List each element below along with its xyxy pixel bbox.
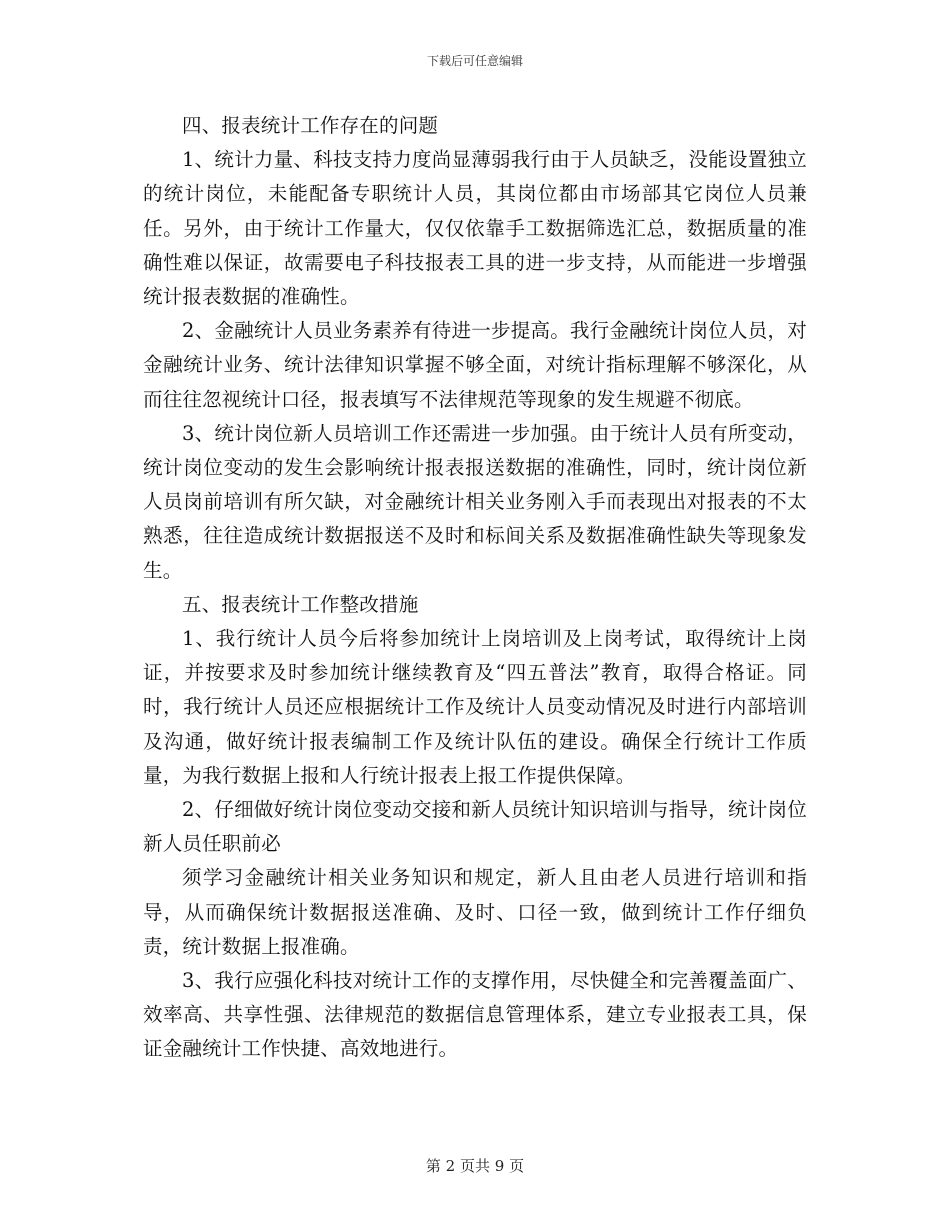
page-header: 下载后可任意编辑 <box>426 54 523 68</box>
paragraph-problem-2: 2、金融统计人员业务素养有待进一步提高。我行金融统计岗位人员，对金融统计业务、统计法律知识掌握不够全面，对统计指标理解不够深化，从而往往忽视统计口径，报表填写不法律规范等现象的发生规避不彻底。 <box>143 319 807 411</box>
paragraph-problem-3: 3、统计岗位新人员培训工作还需进一步加强。由于统计人员有所变动，统计岗位变动的发生会影响统计报表报送数据的准确性，同时，统计岗位新人员岗前培训有所欠缺，对金融统计相关业务刚入手而表现出对报表的不太熟悉，往往造成统计数据报送不及时和标间关系及数据准确性缺失等现象发生。 <box>143 421 807 582</box>
section-heading-problems: 四、报表统计工作存在的问题 <box>182 114 439 137</box>
document-body <box>143 109 807 1067</box>
paragraph-problem-1: 1、统计力量、科技支持力度尚显薄弱我行由于人员缺乏，没能设置独立的统计岗位，未能配备专职统计人员，其岗位都由市场部其它岗位人员兼任。另外，由于统计工作量大，仅仅依靠手工数据筛选汇总，数据质量的准确性难以保证，故需要电子科技报表工具的进一步支持，从而能进一步增强统计报表数据的准确性。 <box>143 148 807 309</box>
paragraph-measure-2: 2、仔细做好统计岗位变动交接和新人员统计知识培训与指导，统计岗位新人员任职前必 <box>143 798 807 856</box>
section-heading-measures: 五、报表统计工作整改措施 <box>182 592 419 616</box>
paragraph-measure-3: 3、我行应强化科技对统计工作的支撑作用，尽快健全和完善覆盖面广、效率高、共享性强、法律规范的数据信息管理体系，建立专业报表工具，保证金融统计工作快捷、高效地进行。 <box>143 969 807 1061</box>
page-number: 第 2 页共 9 页 <box>425 1157 525 1175</box>
paragraph-measure-1: 1、我行统计人员今后将参加统计上岗培训及上岗考试，取得统计上岗证，并按要求及时参加统计继续教育及“四五普法”教育，取得合格证。同时，我行统计人员还应根据统计工作及统计人员变动情况及时进行内部培训及沟通，做好统计报表编制工作及统计队伍的建设。确保全行统计工作质量，为我行数据上报和人行统计报表上报工作提供保障。 <box>143 627 807 787</box>
paragraph-measure-2-continued: 须学习金融统计相关业务知识和规定，新人且由老人员进行培训和指导，从而确保统计数据报送准确、及时、口径一致，做到统计工作仔细负责，统计数据上报准确。 <box>143 866 807 958</box>
